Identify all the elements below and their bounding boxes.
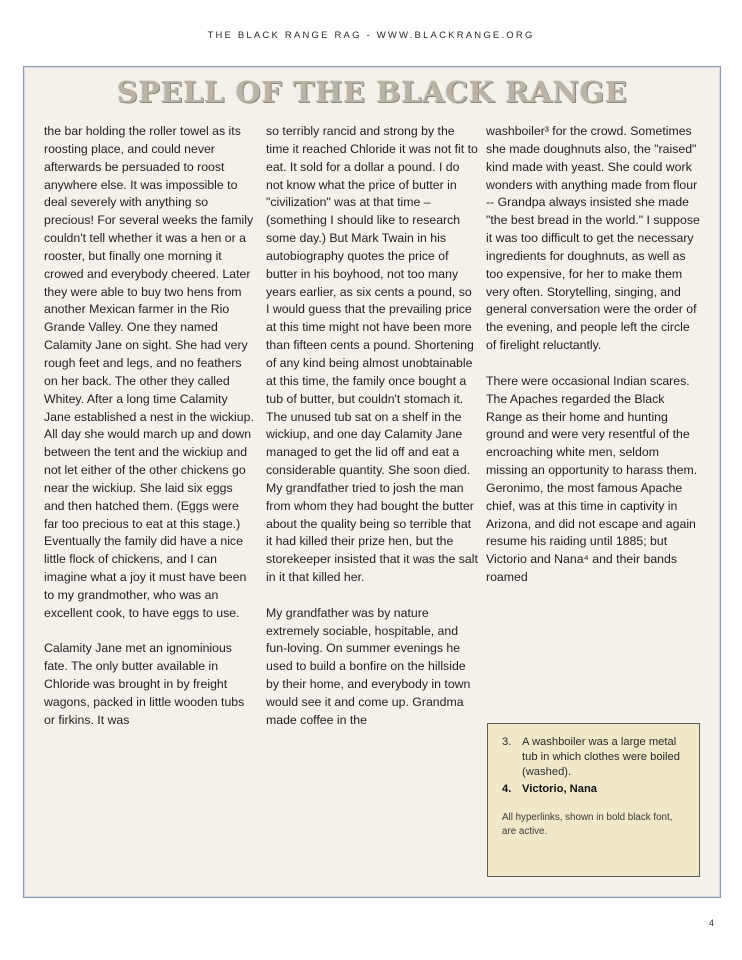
footnote-4-link[interactable] [502, 782, 689, 797]
paragraph: There were occasional Indian scares. The Apaches regarded the Black Range as their home and hunting ground and were very resentful of the encroaching white men, seldom missing an opportunity to harass them. Geronimo, the most famous Apache chief, was at this time in captivity in Arizona, and did not escape and again resume his raiding until 1885; but Victorio and Nana⁴ and their bands roamed [486, 373, 698, 585]
text-column-2 [266, 123, 478, 730]
paragraph: the bar holding the roller towel as its roosting place, and could never afterwards be persuaded to roost anywhere else. It was impossible to deal severely with anything so precious! For several weeks the family couldn't tell whether it was a hen or a rooster, but finally one morning it crowed and everybody cheered. Later they were able to buy two hens from another Mexican farmer in the Rio Grande Valley. One they named Calamity Jane on sight. She had very rough feet and legs, and no feathers on her back. The other they called Whitey. After a long time Calamity Jane established a nest in the wickiup. All day she would march up and down between the tent and the wickiup and not let either of the other chickens go near the wickiup. She laid six eggs and then hatched them. (Eggs were far too precious to eat at this stage.) Eventually the family did have a nice little flock of chickens, and I can imagine what a joy it must have been to my grandmother, who was an excellent cook, to have eggs to use. [44, 124, 254, 620]
paragraph: Calamity Jane met an ignominious fate. The only butter available in Chloride was brought in by freight wagons, packed in little wooden tubs or firkins. It was [44, 641, 245, 727]
article-frame [23, 66, 721, 898]
footnotes-box [487, 723, 700, 877]
paragraph: My grandfather was by nature extremely sociable, hospitable, and fun-loving. On summer evenings he used to build a bonfire on the hillside by their home, and everybody in town would see it and come up. Grandma made coffee in the [266, 605, 471, 727]
article-title: SPELL OF THE BLACK RANGE [116, 75, 628, 109]
footnote-3 [502, 735, 689, 780]
footnote-link-text[interactable]: Victorio, Nana [522, 783, 598, 795]
footnote-text: A washboiler was a large metal tub in which clothes were boiled (washed). [522, 736, 680, 778]
page-number: 4 [708, 918, 714, 928]
paragraph: so terribly rancid and strong by the time it reached Chloride it was not fit to eat. It sold for a dollar a pound. I do not know what the price of butter in "civilization" was at that time – (something I should like to research some day.) But Mark Twain in his autobiography quotes the price of butter in his boyhood, not too many years earlier, as six cents a pound, so I would guess that the prevailing price at this time might not have been more than fifteen cents a pound. Shortening of any kind being almost unobtainable at this time, the family once bought a tub of butter, but couldn't stomach it. The unused tub sat on a shelf in the wickiup, and one day Calamity Jane managed to get the lid off and eat a considerable quantity. She soon died. My grandfather tried to josh the man from whom they had bought the butter about the quality being so terrible that it had killed their prize hen, but the storekeeper insisted that it was the salt in it that killed her. [266, 124, 478, 585]
page-header: THE BLACK RANGE RAG - WWW.BLACKRANGE.ORG [207, 30, 535, 41]
text-column-1 [44, 123, 256, 730]
hyperlink-note: All hyperlinks, shown in bold black font, are active. [502, 812, 673, 837]
paragraph: washboiler³ for the crowd. Sometimes she made doughnuts also, the "raised" kind made with yeast. She could work wonders with anything made from flour -- Grandpa always insisted she made "the best bread in the world." I suppose it was too difficult to get the necessary ingredients for doughnuts, as well as too expensive, for her to make them very often. Storytelling, singing, and general conversation were the order of the evening, and people left the circle of firelight reluctantly. [486, 124, 700, 353]
footnote-number: 4. [502, 783, 512, 795]
text-column-3 [486, 123, 700, 587]
footnote-number: 3. [502, 736, 512, 748]
